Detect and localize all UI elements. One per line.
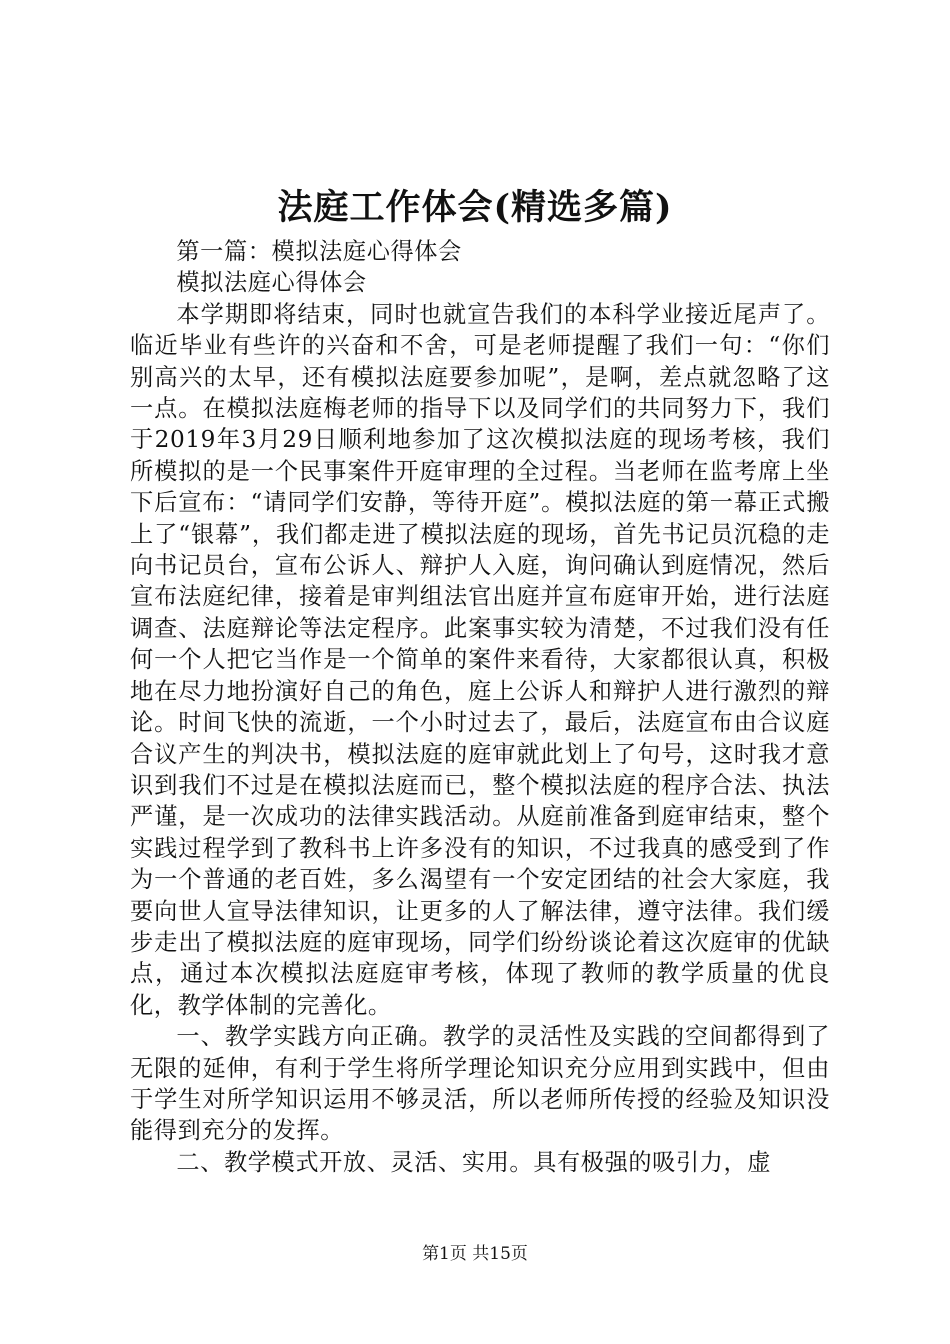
document-title: 法庭工作体会(精选多篇) [277, 187, 673, 228]
document-body [130, 236, 830, 1178]
section-heading: 第一篇：模拟法庭心得体会 [176, 238, 462, 265]
body-paragraph: 本学期即将结束，同时也就宣告我们的本科学业接近尾声了。临近毕业有些许的兴奋和不舍，可是老师提醒了我们一句：“你们别高兴的太早，还有模拟法庭要参加呢”，是啊，差点就忽略了这一点。在模拟法庭梅老师的指导下以及同学们的共同努力下，我们于2019年3月29日顺利地参加了这次模拟法庭的现场考核，我们所模拟的是一个民事案件开庭审理的全过程。当老师在监考席上坐下后宣布：“请同学们安静，等待开庭”。模拟法庭的第一幕正式搬上了“银幕”，我们都走进了模拟法庭的现场，首先书记员沉稳的走向书记员台，宣布公诉人、辩护人入庭，询问确认到庭情况，然后宣布法庭纪律，接着是审判组法官出庭并宣布庭审开始，进行法庭调查、法庭辩论等法定程序。此案事实较为清楚，不过我们没有任何一个人把它当作是一个简单的案件来看待，大家都很认真，积极地在尽力地扮演好自己的角色，庭上公诉人和辩护人进行激烈的辩论。时间飞快的流逝，一个小时过去了，最后，法庭宣布由合议庭合议产生的判决书，模拟法庭的庭审就此划上了句号，这时我才意识到我们不过是在模拟法庭而已，整个模拟法庭的程序合法、执法严谨，是一次成功的法律实践活动。从庭前准备到庭审结束，整个实践过程学到了教科书上许多没有的知识，不过我真的感受到了作为一个普通的老百姓，多么渴望有一个安定团结的社会大家庭，我要向世人宣导法律知识，让更多的人了解法律，遵守法律。我们缓步走出了模拟法庭的庭审现场，同学们纷纷谈论着这次庭审的优缺点，通过本次模拟法庭庭审考核，体现了教师的教学质量的优良化，教学体制的完善化。 [130, 300, 830, 1019]
body-paragraph: 二、教学模式开放、灵活、实用。具有极强的吸引力，虚 [176, 1148, 772, 1176]
subheading: 模拟法庭心得体会 [176, 269, 367, 297]
body-paragraph: 一、教学实践方向正确。教学的灵活性及实践的空间都得到了无限的延伸，有利于学生将所学理论知识充分应用到实践中，但由于学生对所学知识运用不够灵活，所以老师所传授的经验及知识没能得到充分的发挥。 [130, 1023, 830, 1145]
page-footer: 第1页 共15页 [422, 1244, 528, 1264]
